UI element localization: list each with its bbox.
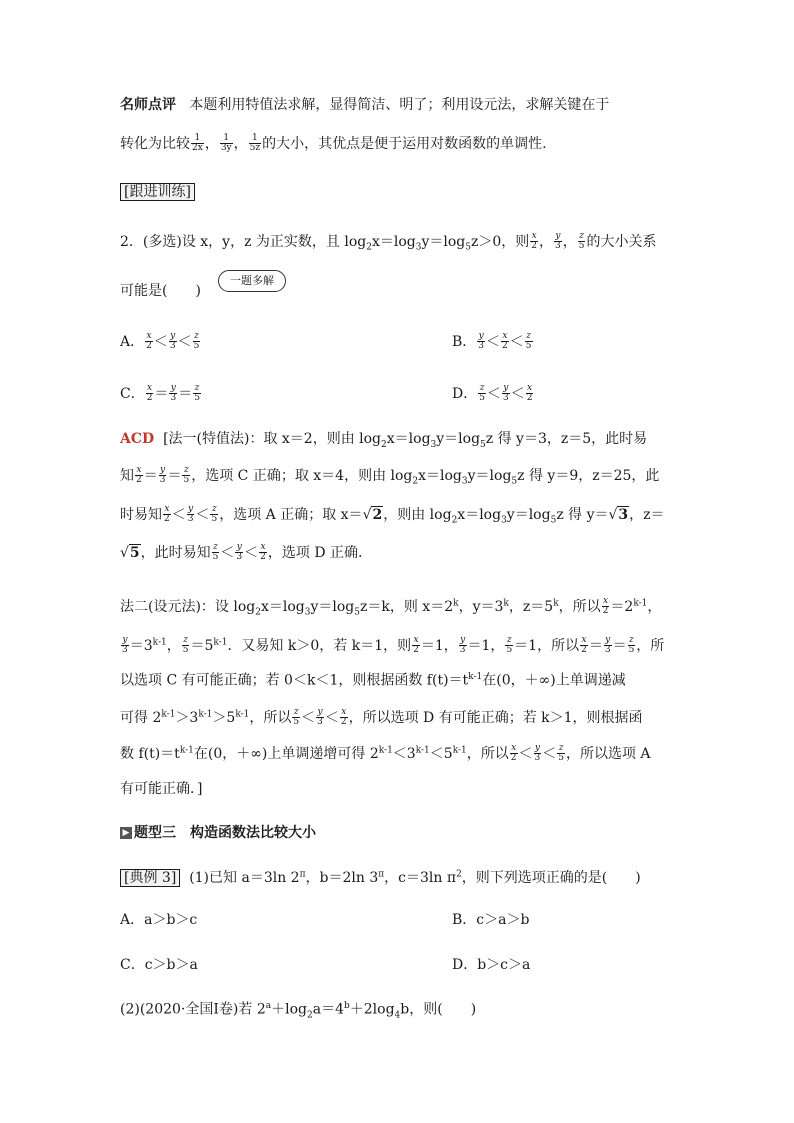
- triangle-icon: ▶: [120, 827, 132, 839]
- method2-line6: 有可能正确．]: [120, 781, 203, 797]
- section-3-title: ▶ 题型三 构造函数法比较大小: [120, 826, 316, 840]
- option-c[interactable]: C． $\frac{x}{2}$ ＝ $\frac{y}{3}$ ＝ $\frac{z}{5}$: [120, 383, 200, 404]
- option-a[interactable]: A． $\frac{x}{2}$ ＜ $\frac{y}{3}$ ＜ $\frac{z}{5}$: [120, 331, 200, 352]
- teacher-comment-line2: 转化为比较 $\frac{1}{2x}$ ， $\frac{1}{3y}$ ， $\frac{1}{5z}$ 的大小，其优点是便于运用对数函数的单调性.: [120, 133, 547, 154]
- method2-line2: $\frac{y}{3}$ $=3^{k-1}$， $\frac{z}{5}$ $=5^{k-1}$．又易知 k＞0，若 k＝1，则 $\frac{x}{2}$ ＝1， $\frac{y}{3}$ ＝1， $\frac{z}{5}$ ＝1，所以 $\frac{x}{2}$ ＝ $\frac{y}{3}$ ＝ $\frac{z}{5}$ ，所: [122, 635, 665, 656]
- answer-line4: √5，此时易知 $\frac{z}{5}$ ＜ $\frac{y}{3}$ ＜ $\frac{x}{2}$ ，选项 D 正确.: [120, 542, 363, 563]
- ex3-option-b[interactable]: B．c＞a＞b: [452, 912, 530, 928]
- question-2-line2: 可能是( ): [120, 283, 201, 299]
- question-2-line1: 2．(多选)设 x，y，z 为正实数，且 $\log_2x=\log_3y=\log_5z>0$，则 $\frac{x}{2}$ ， $\frac{y}{3}$ ， $\frac{z}{5}$ 的大小关系: [120, 231, 657, 253]
- ex3-option-d[interactable]: D．b＞c＞a: [452, 957, 531, 973]
- multi-solution-tag: 一题多解: [218, 270, 286, 292]
- example-3-line1: [典例 3] (1)已知 a＝3ln $2^\pi$，b＝2ln $3^\pi$，c＝3ln $\pi^2$，则下列选项正确的是( ): [120, 869, 641, 887]
- teacher-comment-line1: 名师点评 本题利用特值法求解，显得简洁、明了；利用设元法，求解关键在于: [120, 97, 610, 113]
- answer-key: ACD: [120, 431, 155, 447]
- option-d[interactable]: D． $\frac{z}{5}$ ＜ $\frac{y}{3}$ ＜ $\frac{x}{2}$: [452, 383, 533, 404]
- answer-line3: 时易知 $\frac{x}{2}$ ＜ $\frac{y}{3}$ ＜ $\frac{z}{5}$ ，选项 A 正确；取 x＝√2，则由 $\log_2x=\log_3y=\log_5z$ 得 y＝√3，z＝: [120, 504, 665, 526]
- ex3-option-a[interactable]: A．a＞b＞c: [120, 912, 198, 928]
- teacher-comment-label: 名师点评: [120, 97, 176, 113]
- method2-line4: 可得 $2^{k-1}>3^{k-1}>5^{k-1}$，所以 $\frac{z}{5}$ ＜ $\frac{y}{3}$ ＜ $\frac{x}{2}$ ，所以选项 D 有可能正确；若 k＞1，则根据函: [120, 707, 643, 728]
- option-b[interactable]: B． $\frac{y}{3}$ ＜ $\frac{x}{2}$ ＜ $\frac{z}{5}$: [452, 331, 532, 352]
- practice-label: [跟进训练]: [120, 183, 195, 201]
- method2-line3: 以选项 C 有可能正确；若 0＜k＜1，则根据函数 $f(t)=t^{k-1}$在(0，＋∞)上单调递减: [120, 672, 626, 689]
- answer-line2: 知 $\frac{x}{2}$ ＝ $\frac{y}{3}$ ＝ $\frac{z}{5}$ ，选项 C 正确；取 x＝4，则由 $\log_2x=\log_3y=\log_5z$ 得 y＝9，z＝25，此: [120, 465, 660, 487]
- example-3-part2: (2)(2020·全国Ⅰ卷)若 $2^a+\log_2a=4^b+2\log_4b$，则( ): [120, 1001, 477, 1021]
- method2-line5: 数 $f(t)=t^{k-1}$在(0，＋∞)上单调递增可得 $2^{k-1}<3^{k-1}<5^{k-1}$，所以 $\frac{x}{2}$ ＜ $\frac{y}{3}$ ＜ $\frac{z}{5}$ ，所以选项 A: [120, 743, 651, 764]
- method2-line1: 法二(设元法)：设 $\log_2x=\log_3y=\log_5z=k$，则 $x=2^k$，$y=3^k$，$z=5^k$，所以 $\frac{x}{2}$ $=2^{k-1}$，: [120, 596, 662, 618]
- ex3-option-c[interactable]: C．c＞b＞a: [120, 957, 198, 973]
- answer-line1: ACD [法一(特值法)：取 x＝2，则由 $\log_2x=\log_3y=\log_5z$ 得 y＝3，z＝5，此时易: [120, 431, 648, 450]
